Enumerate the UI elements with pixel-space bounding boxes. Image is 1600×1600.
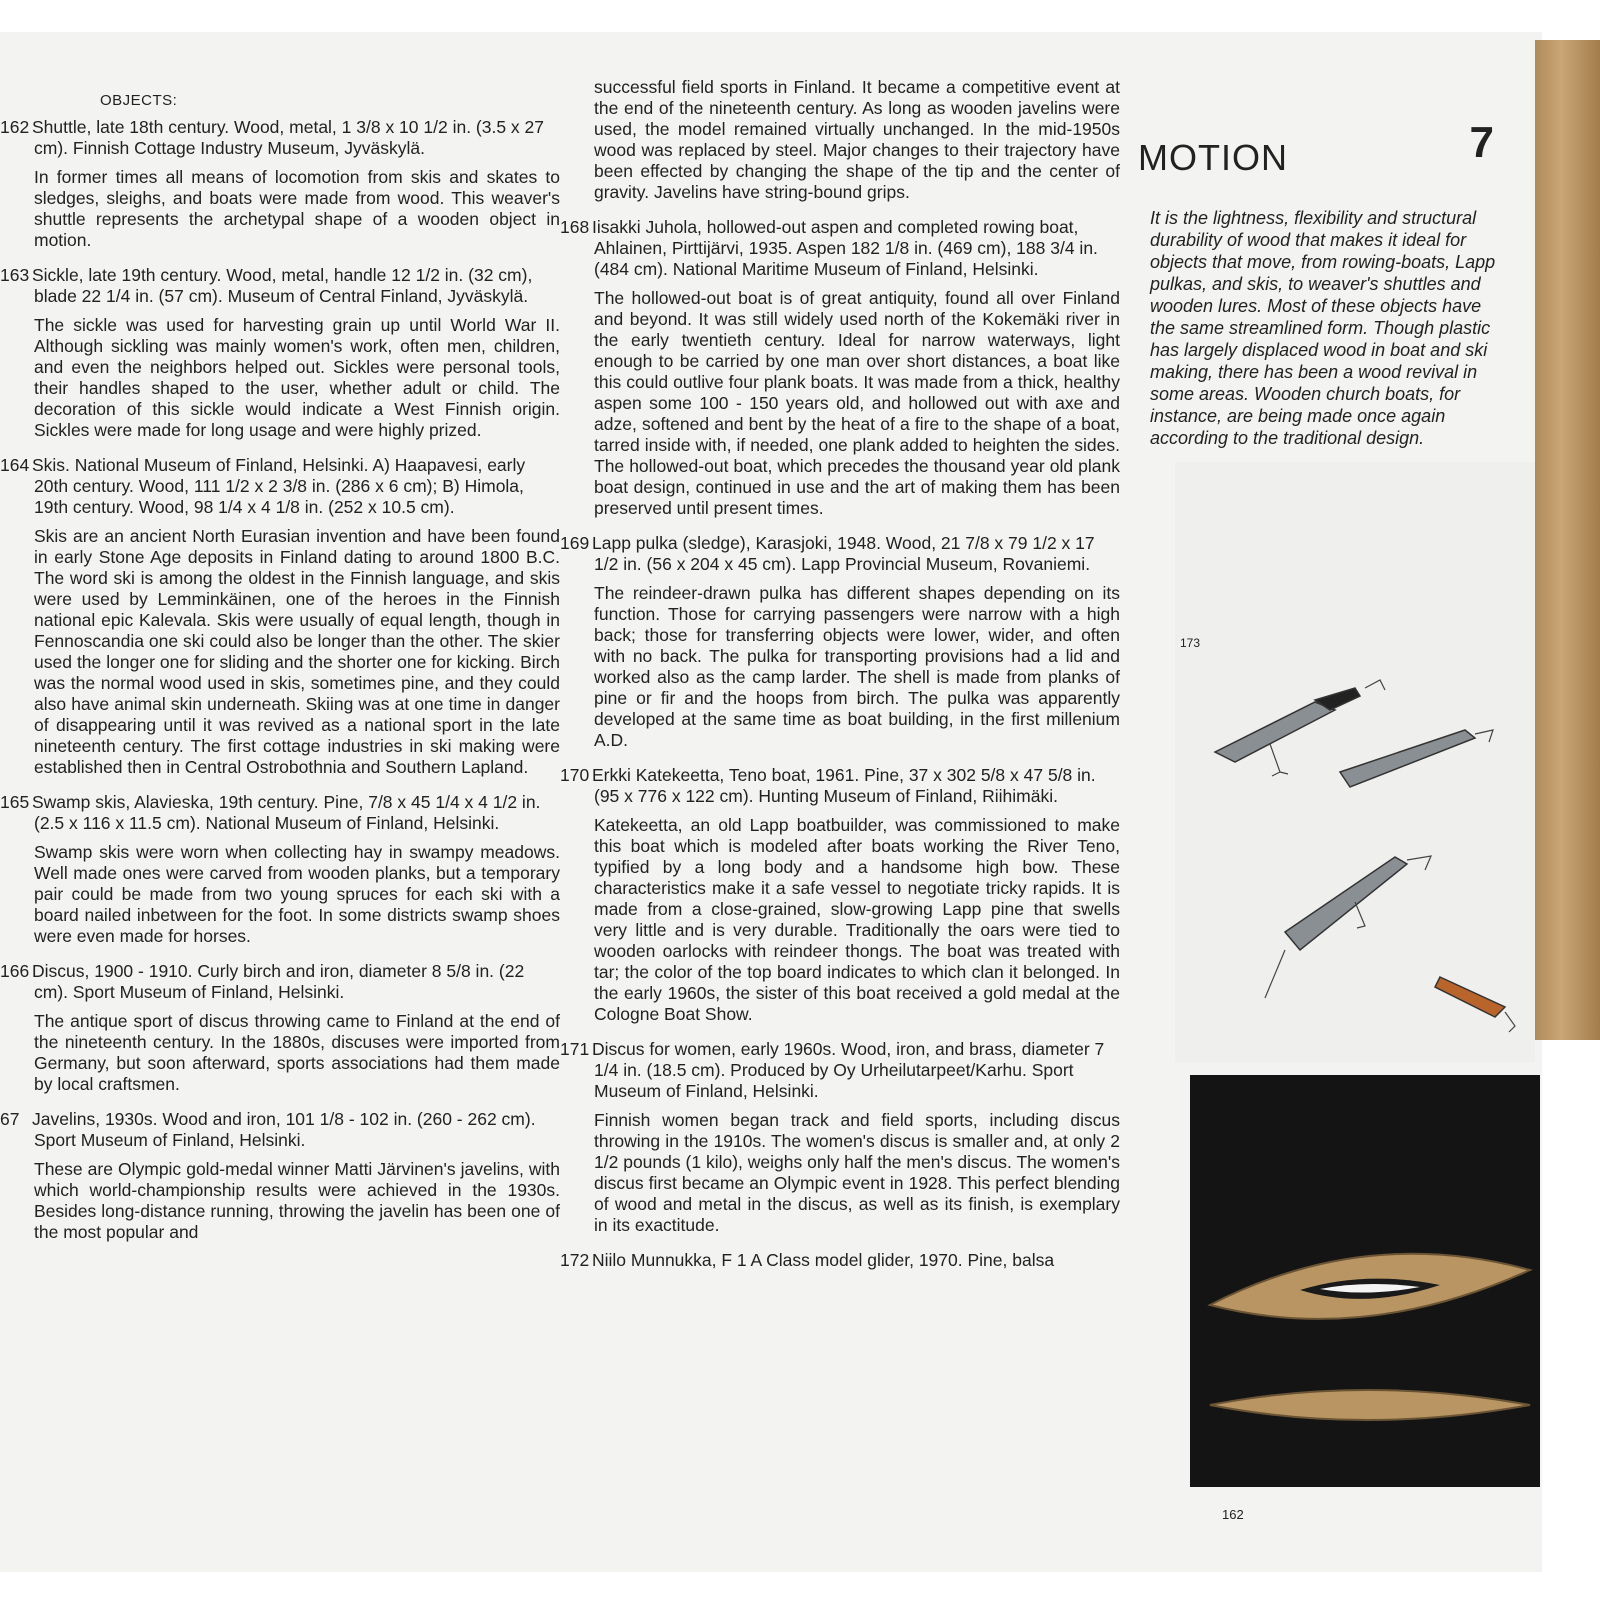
entry-heading [560,1250,1120,1271]
shuttle-photo [1190,1075,1540,1487]
entry-caption: Skis. National Museum of Finland, Helsinki. A) Haapavesi, early 20th century. Wood, 111 1/2 x 2 3/8 in. (286 x 6 cm); B) Himola, 19th century. Wood, 98 1/4 x 4 1/8 in. (252 x 10.5 cm). [32,455,526,517]
entry-description: Swamp skis were worn when collecting hay in swampy meadows. Well made ones were carved from wooden planks, but a temporary pair could be made from two young spruces for each ski with a board nailed inbetween for the foot. In some districts swamp shoes were even made for horses. [34,842,560,946]
shuttle-caption: 162 [1222,1507,1244,1522]
entry-description: The antique sport of discus throwing came to Finland at the end of the nineteenth century. In the 1880s, discuses were imported from Germany, but soon afterward, sports associations had them made by local craftsmen. [34,1011,560,1094]
wood-background-edge [1535,40,1600,1040]
entry-number: 163 [0,265,30,285]
catalog-entry [0,1109,560,1243]
entry-number: 164 [0,455,30,475]
catalog-entry [0,792,560,947]
entry-number: 168 [560,217,590,237]
entry-caption: Iisakki Juhola, hollowed-out aspen and completed rowing boat, Ahlainen, Pirttijärvi, 1935. Aspen 182 1/8 in. (469 cm), 188 3/4 in. (484 cm). National Maritime Museum of Finland, Helsinki. [592,217,1098,279]
entry-heading [0,265,560,307]
catalog-entry [0,961,560,1095]
entry-caption: Discus for women, early 1960s. Wood, iron, and brass, diameter 7 1/4 in. (18.5 cm). Produced by Oy Urheilutarpeet/Karhu. Sport Museum of Finland, Helsinki. [592,1039,1105,1101]
entry-number: 165 [0,792,30,812]
entry-caption: Sickle, late 19th century. Wood, metal, handle 12 1/2 in. (32 cm), blade 22 1/4 in. (57 cm). Museum of Central Finland, Jyväskylä. [32,265,533,306]
catalog-entry [560,1039,1120,1236]
entry-caption: Javelins, 1930s. Wood and iron, 101 1/8 - 102 in. (260 - 262 cm). Sport Museum of Finland, Helsinki. [32,1109,536,1150]
entry-number: 169 [560,533,590,553]
entry-description: The sickle was used for harvesting grain up until World War II. Although sickling was mainly women's work, often men, children, and even the neighbors helped out. Sickles were personal tools, their handles shaped to the user, whether adult or child. The decoration of this sickle would indicate a West Finnish origin. Sickles were made for long usage and were highly prized. [34,315,560,440]
entry-caption: Swamp skis, Alavieska, 19th century. Pine, 7/8 x 45 1/4 x 4 1/2 in. (2.5 x 116 x 11.5 cm). National Museum of Finland, Helsinki. [32,792,541,833]
catalog-entry [560,533,1120,751]
entry-caption: Lapp pulka (sledge), Karasjoki, 1948. Wood, 21 7/8 x 79 1/2 x 17 1/2 in. (56 x 204 x 45 cm). Lapp Provincial Museum, Rovaniemi. [592,533,1095,574]
catalog-entry [560,1250,1120,1271]
entry-number: 170 [560,765,590,785]
entry-description: These are Olympic gold-medal winner Matti Järvinen's javelins, with which world-championship results were achieved in the 1930s. Besides long-distance running, throwing the javelin has been one of the most popular and [34,1159,560,1242]
catalog-entry [0,455,560,778]
entry-description: Finnish women began track and field sports, including discus throwing in the 1910s. The women's discus is smaller and, at only 2 1/2 pounds (1 kilo), weighs only half the men's discus. The women's discus first became an Olympic event in 1928. This perfect blending of wood and metal in the discus, as well as its finish, is exemplary in its exactitude. [594,1110,1120,1235]
catalog-entry [560,765,1120,1025]
lures-caption: 173 [1180,636,1201,650]
shuttle-illustration [1190,1075,1540,1487]
fishing-lures-photo [1175,462,1535,1062]
entry-description: Katekeetta, an old Lapp boatbuilder, was commissioned to make this boat which is modeled after boats working the River Teno, typified by a long body and a handsome high bow. These characteristics make it a safe vessel to negotiate tricky rapids. It is made from a close-grained, slow-growing Lapp pine that swells very little and is very durable. Traditionally the oars were tied to wooden oarlocks with reindeer thongs. The boat was treated with tar; the color of the top board indicates to which clan it belonged. In the early 1960s, the sister of this boat received a gold medal at the Cologne Boat Show. [594,815,1120,1024]
book-page [0,32,1542,1572]
middle-entries [560,217,1120,1271]
entry-number: 172 [560,1250,590,1270]
chapter-number: 7 [1469,118,1494,167]
chapter-title: MOTION [1138,137,1288,178]
entry-heading [0,117,560,159]
objects-heading: OBJECTS: [100,92,178,109]
entry-number: 162 [0,117,30,137]
catalog-entry [0,265,560,441]
catalog-entry [560,217,1120,519]
entry-number: 166 [0,961,30,981]
entry-number: 171 [560,1039,590,1059]
entry-heading [0,792,560,834]
lures-illustration [1175,462,1535,1062]
left-column [0,92,560,1257]
entry-caption: Niilo Munnukka, F 1 A Class model glider, 1970. Pine, balsa [592,1250,1055,1270]
entry-description: The reindeer-drawn pulka has different shapes depending on its function. Those for carrying passengers were narrow with a high back; those for transferring objects were lower, wider, and often with no back. The pulka for transporting provisions had a lid and worked also as the camp larder. The shell is made from planks of pine or fir and the hoops from birch. The pulka was apparently developed at the same time as boat building, in the first millenium A.D. [594,583,1120,750]
entry-number: 67 [0,1109,20,1129]
entry-description: In former times all means of locomotion from skis and skates to sledges, sleighs, and boats were made from wood. This weaver's shuttle represents the archetypal shape of a wooden object in motion. [34,167,560,250]
javelin-continuation: successful field sports in Finland. It became a competitive event at the end of the nineteenth century. As long as wooden javelins were used, the model remained virtually unchanged. In the mid-1950s wood was replaced by steel. Major changes to their trajectory have been effected by changing the shape of the tip and the center of gravity. Javelins have string-bound grips. [594,77,1120,202]
entry-heading [560,1039,1120,1102]
middle-column [560,77,1120,1285]
left-entries [0,117,560,1243]
chapter-intro: It is the lightness, flexibility and structural durability of wood that makes it ideal for objects that move, from rowing-boats, Lapp pulkas, and skis, to weaver's shuttles and wooden lures. Most of these objects have the same streamlined form. Though plastic has largely displaced wood in boat and ski making, there has been a wood revival in some areas. Wooden church boats, for instance, are being made once again according to the traditional design. [1150,208,1496,448]
entry-description: The hollowed-out boat is of great antiquity, found all over Finland and beyond. It was still widely used north of the Kokemäki river in the early twentieth century. Ideal for narrow waterways, light enough to be carried by one man over short distances, a boat like this could outlive four plank boats. It was made from a thick, healthy aspen some 100 - 150 years old, and hollowed out with axe and adze, softened and bent by the heat of a fire to the shape of a boat, tarred inside with, if needed, one plank added to heighten the sides. The hollowed-out boat, which precedes the thousand year old plank boat design, continued in use and the art of making them has been preserved until present times. [594,288,1120,518]
entry-heading [0,1109,560,1151]
entry-heading [560,533,1120,575]
entry-caption: Erkki Katekeetta, Teno boat, 1961. Pine, 37 x 302 5/8 x 47 5/8 in. (95 x 776 x 122 cm). Hunting Museum of Finland, Riihimäki. [592,765,1096,806]
entry-caption: Discus, 1900 - 1910. Curly birch and iron, diameter 8 5/8 in. (22 cm). Sport Museum of Finland, Helsinki. [32,961,525,1002]
entry-heading [0,961,560,1003]
entry-description: Skis are an ancient North Eurasian invention and have been found in early Stone Age deposits in Finland dating to around 1800 B.C. The word ski is among the oldest in the Finnish language, and skis were used by Lemminkäinen, one of the heroes in the Finnish national epic Kalevala. Skis were usually of equal length, though in Fennoscandia one ski could also be longer than the other. The skier used the longer one for sliding and the shorter one for kicking. Birch was the normal wood used in skis, sometimes pine, and they could also have animal skin underneath. Skiing was at one time in danger of disappearing until it was revived as a national sport in the late nineteenth century. The first cottage industries in ski making were established then in Central Ostrobothnia and Southern Lapland. [34,526,560,777]
entry-heading [0,455,560,518]
entry-caption: Shuttle, late 18th century. Wood, metal, 1 3/8 x 10 1/2 in. (3.5 x 27 cm). Finnish Cottage Industry Museum, Jyväskylä. [32,117,545,158]
catalog-entry [0,117,560,251]
entry-heading [560,217,1120,280]
entry-heading [560,765,1120,807]
